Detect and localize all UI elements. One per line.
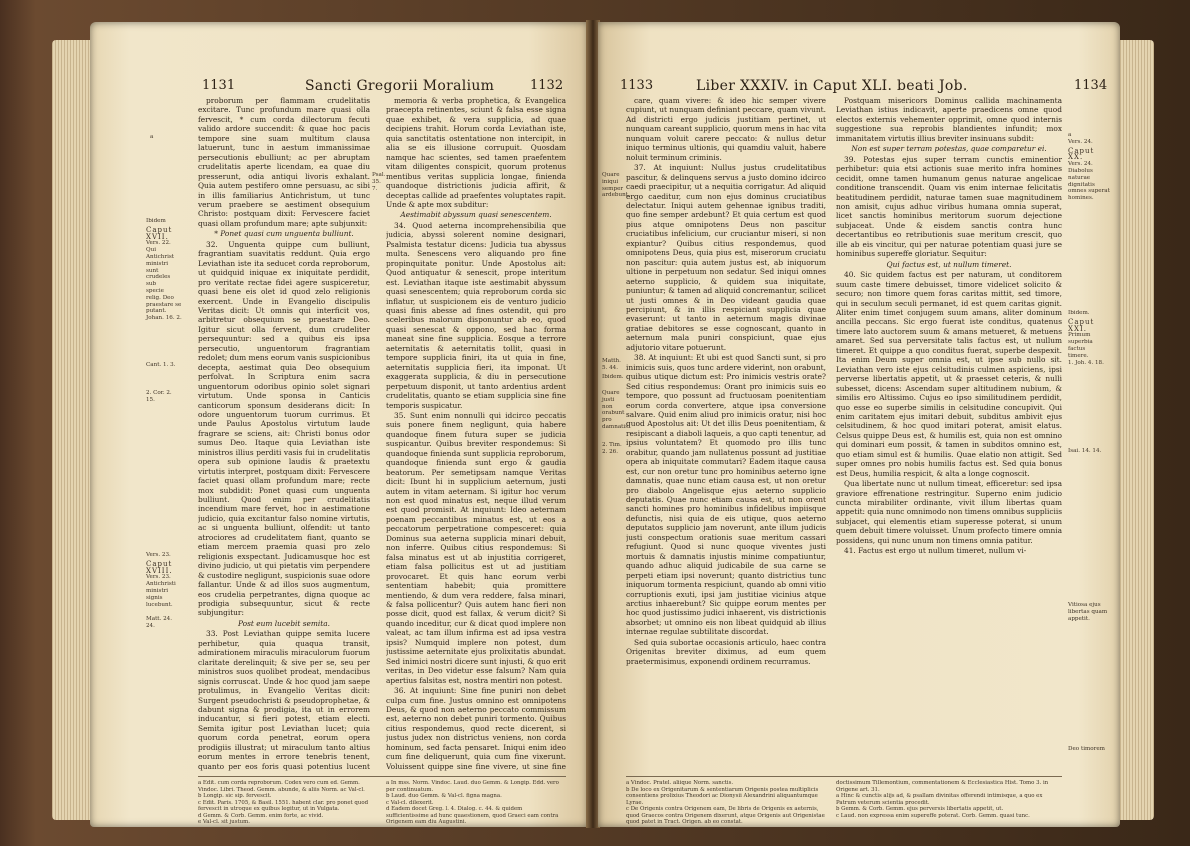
left-footnote-rule xyxy=(198,776,566,777)
left-margin-note-cor: 2. Cor. 2. 15. xyxy=(146,390,172,403)
right-inner-margin-3: Ibidem. xyxy=(602,374,624,380)
right-outer-margin-bottom: Deo timorem xyxy=(1068,746,1105,752)
right-page-edges xyxy=(1118,40,1154,820)
right-page xyxy=(598,22,1120,827)
left-page-number-right: 1132 xyxy=(530,78,564,93)
left-center-margin: Psal. 35. 7. xyxy=(372,172,386,192)
right-outer-margin-libertas: Vitiosa ejus libertas quam appetit. xyxy=(1068,602,1108,622)
right-footnotes-2: doctissimum Tillemontium, commentationem & Ecclesiastica Hist. Tomo 3. in Origene art. 31. a Hinc & cunctis alijs ad, & psallam divinitas offerendi intimisque, a quo ex Patrum veterum scientia procedit. b Gemm. & Corb. Gemm. ejus perversis libertatis appetit, ut. c Laud. non expressa enim supereffe poterat. Corb. Gemm. quasi tunc. xyxy=(836,780,1049,819)
left-page xyxy=(90,22,588,827)
right-outer-margin-caput-xx: a Vers. 24. Caput XX. Vers. 24. Diabolus naturae dignitatis omnes superat homines. xyxy=(1068,132,1110,202)
right-column-1: care, quam vivere: & ideo hic semper vivere cupiunt, ut nunquam definiant peccare, quam vivunt. Ad districti ergo judicis justitiam pertinet, ut nunquam careant supplicio, quorum mens in hac vita nunquam voluit carere peccato: & nullus detur iniquo terminus ultionis, qui quamdiu valuit, habere noluit terminum criminis. 37. At inquiunt: Nullus justus crudelitatibus pascitur, & delinquens servus a justo domino idcirco caedi praecipitur, ut a nequitia corrigatur. Ad aliquid ergo caeditur, cum non ejus dominus cruciatibus delectatur. Iniqui autem gehennae ignibus traditi, quo fine semper ardebunt? Et quia certum est quod pius atque omnipotens Deus non pascitur cruciatibus infelicium, cur cruciantur miseri, si non expiantur? Quibus citius respondemus, quod omnipotens Deus, quia pius est, miserorum cruciatu non pascitur: quia autem justus est, ab iniquorum ultione in perpetuum non sedatur. Sed iniqui omnes aeterno supplicio, & quidem sua iniquitate, puniuntur; & tamen ad aliquid concremantur, scilicet ut justi omnes & in Deo videant gaudia quae percipiunt, & in illis respiciant supplicia quae evaserunt: ut tanto in aeternum magis divinae gratiae debitores se esse cognoscant, quanto in aeternum mala puniri conspiciunt, quae ejus adjutorio vitare potuerunt. 38. At inquiunt: Et ubi est quod Sancti sunt, si pro inimicis suis, quos tunc ardere viderint, non orabunt, quibus utique dictum est: Pro inimicis vestris orate? Sed citius respondemus: Orant pro inimicis suis eo tempore, quo possunt ad fructuosam poenitentiam eorum corda convertere, atque ipsa conversione salvare. Quid enim aliud pro inimicis oratur, nisi hoc quod Apostolus ait: Ut det illis Deus poenitentiam, & resipiscant a diaboli laqueis, a quo capti tenentur, ad ipsius voluntatem? Et quomodo pro illis tunc orabitur, quando jam nullatenus possunt ad justitiae opera ab iniquitate commutari? Eadem itaque causa est, cur non oretur tunc pro hominibus aeterno igne damnatis, quae nunc etiam causa est, ut non oretur pro diabolo Angelisque ejus aeterno supplicio deputatis. Quae nunc etiam causa est, ut non orent sancti homines pro hominibus infidelibus impiisque defunctis, nisi quia de eis utique, quos aeterno deputatos supplicio jam noverunt, ante illum judicis justi conspectum orationis suae meritum cassari refugiunt. Quod si nunc quoque viventes justi mortuis & damnatis injustis minime compatiuntur, quando adhuc aliquid judicabile de sua carne se perpeti etiam ipsi noverunt; quanto districtius tunc iniquorum tormenta respiciunt, quando ab omni vitio corruptionis exuti, ipsi jam justitiae vicinius atque arctius inhaerebunt? Sic quippe eorum mentes per hoc quod justissimo judici inhaerent, vis districtionis absorbet; ut omnino eis non libeat quidquid ab illius internae regulae subtilitate discordat. Sed quia subortae occasionis articulo, haec contra Origenitas breviter diximus, ad eum quem praetermisimus, exponendi ordinem recurramus. xyxy=(626,96,826,666)
right-footnotes-1: a Vindoc. Pratel. aliique Norm. sanctis. b De loco ex Origenitarum & sententiarum Origenis postea multiplicis consentiens prolixius Theodori ac Dionysii Alexandrini aliquantumque Lyrae. c De Origenis contra Origenem eam, De libris de Origenis ex aeternis, quod Graecos contra Origenem dixerunt, atque Origenis aut Origenistae quod patet in Tract. Origen. ab eo constat. xyxy=(626,780,825,824)
left-page-edges xyxy=(52,40,92,820)
left-footnotes-2: a In mss. Norm. Vindoc. Laud. duo Gemm. & Longip. Edd. vero per continuatum. b Laud. duo Gemm. & Val-cl. figna magna. c Val-cl. dilexerit. d Eadem docet Greg. l. 4. Dialog. c. 44. & quidem sufficientissime ad hunc quaestionem, quod Graeci eam contra Origenem eam diu Augustini. xyxy=(386,780,559,824)
left-margin-note-cant: Cant. 1. 3. xyxy=(146,362,176,368)
left-column-2: memoria & verba prophetica, & Evangelica praecepta retinentes, sciunt & falsa esse signa quae exhibet, & vera supplicia, ad quae decipiens trahit. Horum corda Leviathan iste, quia sanctitatis ostentatione non intercipit, in alia se eis illusione corrupuit. Quosdam namque hac scientes, sed tamen praefentem vitam diligentes conspicit, quorum protenus mentibus veritas supplicia longae, finienda quandoque districtionis judicia affirit, & deceptas callide ad praefentes voluptates rapit. Unde & apte mox subditur: Aestimabit abyssum quasi senescentem. 34. Quod aeterna incomprehensibilia que judicia, abyssi solerent nomine designari, Psalmista testatur dicens: Judicia tua abyssus multa. Senescens vero aliquando pro fine propinquitate ponitur. Unde Apostolus ait: Quod antiquatur & senescit, prope interitum est. Leviathan itaque iste aestimabit abyssum quasi senescentem; quia reproborum corda sic inflatur, ut suspicionem eis de venturo judicio quasi finis abesse ad fines ostendit, qui pro sceleribus malorum disponuntur ab eo, quod quasi senescat & oppono, sed hac forma maneat sine fine supplicia. Eosque a terrore aeternitatis & aeternitatis tollit, quasi in tempore supplicia finiri, ita ut quia in fine, aeternitatis supplicia fieri, ita imponat. Ut exaggerata supplicia, & diu in persecutione perpetuum disponit, ut tanto ardentius ardent crudelitatis, quanto se etiam supplicia sine fine temporis suspicatur. 35. Sunt enim nonnulli qui idcirco peccatis suis ponere finem negligunt, quia habere quandoque finem futura super se judicia suspicantur. Quibus breviter respondemus: Si quandoque finienda sunt supplicia reproborum, quandoque finienda sunt ergo & gaudia beatorum. Per semetipsam namque Veritas dicit: Ibunt hi in supplicium aeternum, justi autem in vitam aeternam. Si igitur hoc verum non est quod minatus est, neque illud verum est quod promisit. At inquiunt: Ideo aeternam poenam peccantibus minatus est, ut eos a peccatorum perpetratione compesceret: quia Dominus sua aeterna supplicia minari debuit, non inferre. Quibus citius respondemus: Si falsa minatus est ut ab injustitia corrigeret, etiam falsa pollicitus est ut ad justitiam provocaret. Et quis hanc eorum verbi sententiam habebit; quia promittere mentiendo, & dum vera reddere, falsa minari, & falsa pollicentur? Quis autem hanc fieri non posse dicit, quod est fallax, & verum dicit? Si quando inceditur, cur & dicat quod implere non valeat, ac tam illum infirma est ad ipsa vestra ipsis? Numquid implere non potest, dum justissime aeternitate ejus prolixitatis abundat. Sed inimici nostri dicere sunt injusti, & quo erit veritas, in Deo videtur esse falsum? Nam quia apertius falsitas est, nostra mentiri non potest. 36. At inquiunt: Sine fine puniri non debet culpa cum fine. Justus omnino est omnipotens Deus, & quod non aeterno peccato commissum est, aeterno non debet puniri tormento. Quibus citius respondemus, quod recte dicerent, si justus judex non districtus veniens, non corda hominum, sed facta pensaret. Iniqui enim ideo cum fine deliquerunt, quia cum fine vixerunt. Voluissent quippe sine fine vivere, ut sine fine xyxy=(386,96,566,771)
left-column-1: proborum per flammam crudelitatis excitare. Tunc profundum mare quasi olla fervescit, * cum corda dilectorum fecuti valido ardore succendit: & quae hoc pacis tempore sine suam multitum clausa latuerunt, tunc in aestum immanissimae persecutionis ebulliunt; ac per abruptam crudelitatis aperte licendam, ea quae diu presserunt, odia antiqui livoris exhalant. Quia autem pestifero omne persuasu, ac sibi in illis familiarius Antichristum, ut tunc verum praebere se aestiment obsequium Christo: postquam dixit: Fervescere faciet quasi ollam profundum mare; apte subjunxit: * Ponet quasi cum unguenta bulliunt. 32. Unguenta quippe cum bulliunt, fragrantiam suavitatis reddunt. Quia ergo Leviathan iste ita seducet corda reproborum, ut quidquid iniquae ex iniquitate perdidit, pro veritate rectae fidei agere suspiceretur, quasi bene eis olet id quod zelo religionis exercent. Unde in Evangelio discipulis Veritas dicit: Ut omnis qui interficit vos, arbitretur obsequium se praestare Deo. Igitur sicut olla fervent, dum crudeliter persequuntur: sed a quibus eis ipsa persecutio, unguentorum fragrantiam redolet; dum mens eorum vanis suspicionibus decepta, aestimat quia Deo obsequium perfolvat. In Scriptura enim sacra unguentorum odoribus opinio solet signari virtutum. Unde sponsa in Canticis canticorum sponsum desiderans dicit: In odore unguentorum tuorum currimus. Et unde Paulus Apostolus virtutum laude fragrare se sciens, ait: Christi bonus odor sumus Deo. Itaque quia Leviathan iste ministros illius perditi vasis fui in crudelitatis opera sub opinione laudis & praetextu virtutis interpret, postquam dixit: Fervescere faciet quasi ollam profundum mare; recte mox subdidit: Ponet quasi cum unguenta bulliunt. Quod enim per crudelitatis incendium mare fervet, hoc in aestimatione judicio, quia excitantur falso nomine virtutis, ac si unguenta bulliunt, olfendit: ut tanto atrociores ad crudelitatem fiant, quanto se etiam mercem praemia quasi pro zelo religionis exspectant. Judicamusque hoc est divino judicio, ut qui pietatis vim perpendere & custodire negligunt, suspicionis suae odore fallantur. Unde & ad illos suos augmentum, eos crudelia perpetrantes, digna quoque ac prodigia subsequuntur, sicut & recte subjungitur: Post eum lucebit semita. 33. Post Leviathan quippe semita lucere perhibetur, quia quaqua transit, admirationem miraculis miraculorum fuorum claritate derelinquit; & sive per se, seu per ministros suos quolibet prodeat, mendacibus signis corruscat. Unde & hoc quod jam saepe protulimus, in Evangelio Veritas dicit: Surgent pseudochristi & pseudoprophetae, & dabunt signa & prodigia, ita ut in errorem inducantur, si fieri potest, etiam electi. Semita igitur post Leviathan lucet; quia quorum corda penetrat, eorum opera prodigiis illustrat; ut miraculum tanto altius eorum mentes in errore tenebris tenent, quanto per eos foris quasi potentius lucent xyxy=(198,96,370,771)
right-column-2: Postquam misericors Dominus callida machinamenta Leviathan istius indicavit, aperte praedicens omne quod electos externis vehementer opprimit, omne quod internis suggestione sua reprobis blandientes infundit; mox immanitatem virtutis illius breviter insinuans subdit: Non est super terram potestas, quae comparetur ei. 39. Potestas ejus super terram cunctis eminentior perhibetur: quia etsi actionis suae merito infra homines cecidit, omne tamen humanum genus naturae angelicae conditione transcendit. Quam vis enim internae felicitatis beatitudinem perdidit, naturae tamen suae magnitudinem non amisit, cujus adhuc viribus humana omnia superat, licet sanctis hominibus meritorum suorum dejectione subjaceat. Unde & eisdem sanctis contra hunc decertantibus eo retributionis suae meritum crescit, quo ille ab eis vincitur, qui per naturae potentiam quasi jure se hominibus supereffe gloriatur. Sequitur: Qui factus est, ut nullum timeret. 40. Sic quidem factus est per naturam, ut conditorem suum caste timere debuisset, timore videlicet solicito & securo; non timore quem foras caritas mittit, sed timore, qui in seculum seculi permanet, id est quem caritas gignit. Aliter enim timet conjugem suum amans, aliter dominum ancilla peccans. Sic ergo fuerat iste conditus, quatenus timere lato auctorem suum & amans metueret, & metuens amaret. Sed sua perversitate talis factus est, ut nullum timeret. Et quippe a quo conditus fuerat, superbe despexit. Ita enim Deum super omnia est, ut ipse sub nullo sit. Leviathan vero iste ejus celsitudinis culmen aspiciens, ipsi perverse libertatis appetit, ut & praesset ceteris, & nulli subesset, dicens: Ascendam super altitudinem nubium, & similis ero Altissimo. Cujus eo ipso similitudinem perdidit, quo esse eo superbe similis in celsitudine concupivit. Qui enim caritatem ejus imitari debuit, subditus ambivit ejus celsitudinem, & hoc quod imitari poterat, amisit elatus. Celsus quippe Deus est, & humilis est, quia non est omnino qui dominari eum possit, & tamen in subditos omnino est, quo etiam simul est & humilis. Quae elatio non attigit. Sed super omnes pro nobis humilis factus est. Sed quia bonus est Deus, humilia respicit, & alta a longe cognoscit. Qua libertate nunc ut nullum timeat, efficeretur: sed ipsa graviore effrenatione restringitur. Superno enim judicio cuncta mirabiliter ordinante, vivit illum libertas quam appetit: quia nunc omnimodo non timens omnibus suppliciis subjacet, qui elementis etiam superesse poterat, si unum quem debuit timere voluisset. Unum profecto timere omnia possidens, qui nunc unum non timens omnia patitur. 41. Factus est ergo ut nullum timeret, nullum vi- xyxy=(836,96,1062,556)
left-footnotes-1: a Edit. cum corda reproborum. Codex vero cum ed. Gemm. Vindoc. Libri. Theod. Gemm. abunde, & aliis Norm. ac Val-cl. b Longip. sic sip. fervescit. c Edit. Paris. 1705, & Basil. 1551. habent clar. pro ponet quod fervescit in utroque ex quibus legitur, ut in Vulgata. d Gemm. & Corb. Gemm. enim forte, ac vivid. e Val-cl. sit justum. xyxy=(198,780,369,824)
right-inner-margin-1: Quare iniqui semper ardebunt. xyxy=(602,172,630,199)
left-margin-note-caput-xviii: Vers. 23. Caput XVIII. Vers. 23. Antichristi ministri signis lucebunt. xyxy=(146,552,176,608)
right-inner-margin-5: 2. Tim. 2. 26. xyxy=(602,442,622,455)
right-footnote-rule xyxy=(626,776,1062,777)
right-page-number-right: 1134 xyxy=(1074,78,1108,93)
right-inner-margin-2: Matth. 5. 44. xyxy=(602,358,621,371)
left-margin-note-a: a xyxy=(150,134,154,140)
left-margin-note-matt: Matt. 24. 24. xyxy=(146,616,173,629)
right-outer-margin-isai: Isai. 14. 14. xyxy=(1068,448,1102,454)
right-outer-margin-caput-xxi: Ibidem. Caput XXI. Primum superbia factus timere. 1. Joh. 4. 18. xyxy=(1068,310,1104,366)
left-margin-note-caput-xvii: Ibidem Caput XVII. Vers. 22. Qui Antichrist ministri sunt crudeles sub specie relig. Deo praestare se putant. Johan. 16. 2. xyxy=(146,218,182,322)
right-inner-margin-4: Quare justi non orabunt pro damnatis. xyxy=(602,390,630,430)
left-page-number: 1131 xyxy=(202,78,236,93)
right-page-number: 1133 xyxy=(620,78,654,93)
left-page-title: Sancti Gregorii Moralium xyxy=(305,78,495,94)
right-page-title: Liber XXXIV. in Caput XLI. beati Job. xyxy=(696,78,968,94)
